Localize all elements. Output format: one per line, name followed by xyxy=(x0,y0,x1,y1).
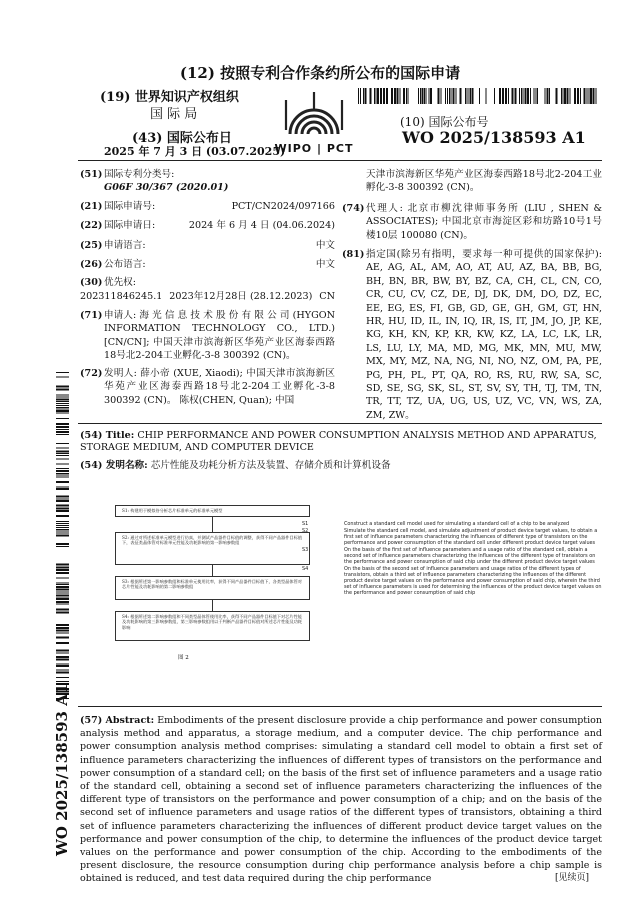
flow-arrow xyxy=(212,565,213,576)
barcode-bar xyxy=(584,88,586,104)
divider xyxy=(78,423,602,424)
barcode-bar xyxy=(549,88,550,104)
barcode-bar xyxy=(56,664,69,665)
barcode-bar xyxy=(56,401,69,402)
title-chinese xyxy=(80,460,602,472)
step-key: S1 xyxy=(302,521,309,527)
barcode-bar xyxy=(467,88,468,104)
barcode-bar xyxy=(56,403,69,404)
application-number: PCT/CN2024/097166 xyxy=(231,201,335,212)
barcode-bar xyxy=(56,431,69,433)
section-label: 国际申请日: xyxy=(104,220,156,231)
barcode-bar xyxy=(472,88,474,104)
section-number: (81) xyxy=(342,249,365,260)
barcode-bar xyxy=(438,88,440,104)
barcode-bar xyxy=(534,88,535,104)
barcode-bar xyxy=(56,592,69,593)
section-71 xyxy=(80,309,335,365)
wipo-emblem-icon xyxy=(272,90,356,138)
bibliographic-right-column xyxy=(342,168,602,430)
barcode-bar xyxy=(56,630,69,632)
barcode-bar xyxy=(56,451,69,453)
barcode-bar xyxy=(470,88,471,104)
barcode-bar xyxy=(56,665,69,667)
barcode-top xyxy=(358,88,598,104)
barcode-bar xyxy=(445,88,446,104)
step-text: On the basis of the first set of influence parameters and a usage ratio of the standard cell, obtain a second set of influence parameters characterizing the influences of the different type of transistors on the performance and power consumption of said chip under the different product device target values xyxy=(344,547,596,565)
barcode-bar xyxy=(56,624,69,626)
barcode-bar xyxy=(56,397,69,398)
barcode-bar xyxy=(386,88,388,104)
barcode-bar xyxy=(56,500,69,502)
barcode-bar xyxy=(521,88,522,104)
barcode-bar xyxy=(56,531,69,532)
section-51 xyxy=(80,168,335,194)
barcode-bar xyxy=(56,583,69,584)
section-number: (26) xyxy=(80,259,103,270)
barcode-bar xyxy=(587,88,588,104)
barcode-bar xyxy=(519,88,520,104)
flow-arrow xyxy=(212,600,213,611)
barcode-bar xyxy=(56,612,69,614)
wipo-logo xyxy=(272,90,356,155)
barcode-bar xyxy=(577,88,579,104)
barcode-bar xyxy=(56,488,69,490)
barcode-bar xyxy=(56,535,69,537)
section-30 xyxy=(80,276,335,304)
section-label: 公布语言: xyxy=(104,259,146,270)
barcode-bar xyxy=(56,527,69,528)
barcode-bar xyxy=(499,88,501,104)
barcode-bar xyxy=(564,88,566,104)
divider xyxy=(78,160,602,161)
barcode-bar xyxy=(56,521,69,522)
publication-number: WO 2025/138593 A1 xyxy=(402,128,586,147)
divider xyxy=(78,706,602,707)
barcode-bar xyxy=(56,681,69,682)
barcode-bar xyxy=(469,88,470,104)
barcode-bar xyxy=(56,505,69,507)
barcode-bar xyxy=(56,423,69,425)
step-text: On the basis of the second set of influence parameters and usage ratios of the different types of transistors, obtain a third set of influence parameters characterizing the influences of the different product device target values on the performance and power consumption of said chip, wherein the third set of influence parameters is used for determining the influences of the product device target values on the performance and power consumption of said chip xyxy=(344,566,602,596)
barcode-bar xyxy=(377,88,379,104)
abstract-label: (57) Abstract: xyxy=(80,715,155,726)
barcode-bar xyxy=(397,88,399,104)
barcode-bar xyxy=(56,650,69,652)
section-25 xyxy=(80,239,335,253)
barcode-bar xyxy=(460,88,462,104)
publication-date: 2025 年 7 月 3 日 (03.07.2025) xyxy=(104,145,286,158)
barcode-bar xyxy=(56,627,69,629)
barcode-bar xyxy=(56,464,69,465)
barcode-bar xyxy=(589,88,590,104)
section-72 xyxy=(80,367,335,423)
section-number: (74) xyxy=(342,203,365,214)
barcode-bar xyxy=(465,88,466,104)
section-26 xyxy=(80,258,335,272)
barcode-bar xyxy=(561,88,562,104)
barcode-bar xyxy=(56,508,69,510)
barcode-bar xyxy=(512,88,514,104)
barcode-bar xyxy=(56,473,69,474)
barcode-bar xyxy=(545,88,546,104)
barcode-bar xyxy=(547,88,549,104)
priority-date: 2023年12月28日 (28.12.2023) xyxy=(169,291,313,302)
barcode-bar xyxy=(56,429,69,430)
barcode-bar xyxy=(56,569,69,571)
figure-translation xyxy=(302,521,602,596)
barcode-bar xyxy=(383,88,385,104)
barcode-bar xyxy=(56,496,69,498)
barcode-bar xyxy=(523,88,524,104)
document-title: (12) 按照专利合作条约所公布的国际申请 xyxy=(179,64,461,82)
barcode-bar xyxy=(56,609,69,611)
flow-step-box: S2: 通过对所述标准单元模型进行仿真，并测试产品器件目标值的调整，获得不同产品器件目标值下，表征类晶体管对标准单元性能及功耗影响的第一影响参数组 xyxy=(115,532,310,565)
barcode-bar xyxy=(56,426,69,428)
barcode-bar xyxy=(537,88,538,104)
barcode-bar xyxy=(56,407,69,408)
barcode-bar xyxy=(358,88,359,104)
title-english xyxy=(80,430,602,455)
barcode-bar xyxy=(56,475,69,476)
barcode-bar xyxy=(56,434,69,435)
barcode-bar xyxy=(56,564,69,566)
barcode-bar xyxy=(56,567,69,569)
continued-note: [见续页] xyxy=(555,873,590,883)
step-text: Simulate the standard cell model, and simulate adjustment of product device target values, to obtain a first set of influence parameters characterizing the influences of different type of transistors on the performance and power consumption of the standard cell under different product device target values xyxy=(344,528,598,546)
priority-application: 202311846245.1 xyxy=(80,291,163,302)
step-key: S4 xyxy=(302,566,309,572)
barcode-bar xyxy=(479,88,480,104)
barcode-bar xyxy=(56,597,69,598)
section-number: (25) xyxy=(80,240,103,251)
barcode-bar xyxy=(505,88,507,104)
side-publication-number-text: WO 2025/138593 A1 xyxy=(53,683,71,856)
title-label: (54) 发明名称: xyxy=(80,460,148,471)
barcode-bar xyxy=(453,88,455,104)
barcode-bar xyxy=(56,578,69,579)
barcode-bar xyxy=(418,88,419,104)
barcode-bar xyxy=(56,637,69,639)
publication-date-label: (43) 国际公布日 xyxy=(132,131,232,146)
section-number: (22) xyxy=(80,220,103,231)
barcode-bar xyxy=(391,88,393,104)
barcode-bar xyxy=(56,533,69,534)
filing-date: 2024 年 6 月 4 日 (04.06.2024) xyxy=(188,220,335,231)
inventor-continued-text: 天津市滨海新区华苑产业区海泰西路18号北2-204工业孵化-3-8 300392 (CN)。 xyxy=(366,169,602,194)
barcode-bar xyxy=(56,672,69,674)
barcode-bar xyxy=(590,88,592,104)
barcode-bar xyxy=(376,88,377,104)
barcode-bar xyxy=(56,510,69,512)
barcode-bar xyxy=(406,88,407,104)
barcode-bar xyxy=(56,477,69,478)
ipc-code: G06F 30/367 (2020.01) xyxy=(104,182,229,194)
title-text: CHIP PERFORMANCE AND POWER CONSUMPTION ANALYSIS METHOD AND APPARATUS, STORAGE MEDIUM, AND COMPUTER DEVICE xyxy=(80,430,597,454)
barcode-bar xyxy=(508,88,509,104)
title-text: 芯片性能及功耗分析方法及装置、存储介质和计算机设备 xyxy=(150,460,391,471)
barcode-bar xyxy=(556,88,558,104)
section-number: (30) xyxy=(80,277,103,288)
barcode-bar xyxy=(56,372,69,373)
section-number: (21) xyxy=(80,201,103,212)
step-key: S3 xyxy=(302,547,309,553)
barcode-bar xyxy=(456,88,457,104)
inventor-text: 发明人: 薛小帝 (XUE, Xiaodi); 中国天津市滨海新区华苑产业区海泰西路18号北2-204工业孵化-3-8 300392 (CN)。 陈权(CHEN, Quan); 中国 xyxy=(104,368,335,406)
filing-language: 中文 xyxy=(315,240,335,251)
barcode-bar xyxy=(394,88,396,104)
barcode-bar xyxy=(56,410,69,412)
barcode-bar xyxy=(56,515,69,517)
barcode-bar xyxy=(420,88,421,104)
barcode-bar xyxy=(56,595,69,596)
barcode-bar xyxy=(430,88,432,104)
barcode-bar xyxy=(56,543,69,545)
priority-country: CN xyxy=(319,291,335,302)
barcode-bar xyxy=(56,455,69,456)
barcode-bar xyxy=(56,670,69,671)
wipo-logo-text: WIPO | PCT xyxy=(274,142,354,155)
section-number: (71) xyxy=(80,310,103,321)
barcode-bar xyxy=(56,499,69,500)
barcode-bar xyxy=(56,470,69,472)
barcode-bar xyxy=(56,642,69,644)
applicant-text: 申请人: 海 光 信 息 技 术 股 份 有 限 公 司 (HYGON INFORMATION TECHNOLOGY CO., LTD.) [CN/CN]; 中国天津市滨海新区华苑产业区海泰西路18号北2-204工业孵化-3-8 300392 (CN)。 xyxy=(104,310,335,362)
barcode-bar xyxy=(429,88,430,104)
barcode-bar xyxy=(530,88,531,104)
barcode-bar xyxy=(56,529,69,530)
flow-step-box: S3: 根据所述第一影响参数组和标准单元使用比率，获得不同产品器件目标值下，各类型晶体管对芯片性能及功耗影响的第二影响参数组 xyxy=(115,576,310,600)
section-number: (72) xyxy=(80,368,103,379)
barcode-bar xyxy=(56,604,69,605)
flow-step-box: S4: 根据所述第二影响参数组和不同类型晶体管使用比率，获得不同产品器件目标值下对芯片性能及功耗影响的第三影响参数组，第三影响参数组用以于判断产品器件目标值对所述芯片性能及功耗影响 xyxy=(115,611,310,641)
section-label: 申请语言: xyxy=(104,240,146,251)
barcode-bar xyxy=(365,88,367,104)
barcode-bar xyxy=(56,601,69,603)
barcode-bar xyxy=(360,88,361,104)
barcode-bar xyxy=(525,88,527,104)
barcode-bar xyxy=(567,88,569,104)
barcode-bar xyxy=(56,598,69,600)
barcode-bar xyxy=(56,584,69,585)
figure-translation-row xyxy=(302,521,602,527)
side-publication-number xyxy=(52,683,72,860)
barcode-bar xyxy=(56,443,69,444)
barcode-bar xyxy=(400,88,401,104)
bibliographic-left-column xyxy=(80,168,335,430)
section-label: 优先权: xyxy=(104,277,137,288)
barcode-bar xyxy=(56,589,69,591)
abstract xyxy=(80,714,602,886)
barcode-bar xyxy=(56,586,69,588)
barcode-bar xyxy=(449,88,450,104)
flow-arrow xyxy=(212,517,213,532)
barcode-bar xyxy=(424,88,425,104)
barcode-bar xyxy=(380,88,382,104)
flow-step-box: S1: 构建用于模拟待分析芯片标准单元的标准单元模型 xyxy=(115,505,310,517)
barcode-bar xyxy=(56,468,69,469)
barcode-bar xyxy=(56,389,69,391)
section-74 xyxy=(342,202,602,244)
barcode-bar xyxy=(56,656,69,658)
barcode-bar xyxy=(56,399,69,401)
figure-translation-row xyxy=(302,547,602,565)
barcode-bar xyxy=(56,677,69,678)
inventor-continued xyxy=(342,168,602,196)
barcode-bar xyxy=(426,88,427,104)
barcode-bar xyxy=(56,453,69,454)
barcode-bar xyxy=(56,594,69,595)
step-key: S2 xyxy=(302,528,309,534)
barcode-side xyxy=(56,372,69,702)
barcode-bar xyxy=(56,448,69,449)
barcode-bar xyxy=(515,88,517,104)
barcode-bar xyxy=(56,633,69,634)
publication-language: 中文 xyxy=(315,259,335,270)
barcode-bar xyxy=(56,413,69,414)
barcode-bar xyxy=(580,88,581,104)
section-number: (51) xyxy=(80,169,103,180)
barcode-bar xyxy=(570,88,571,104)
figure-caption: 图 2 xyxy=(178,655,189,661)
section-label: 国际专利分类号: xyxy=(104,169,175,180)
barcode-bar xyxy=(536,88,537,104)
designated-states-text: 指定国(除另有指明，要求每一种可提供的国家保护): AE, AG, AL, AM, AO, AT, AU, AZ, BA, BB, BG, BH, BN, BR, BW, BY, BZ, CA, CH, CL, CN, CO, CR, CU, CV, CZ, DE, DJ, DK, DM, DO, DZ, EC, EE, EG, ES, FI, GB, GD, GE, GH, GM, GT, HN, HR, HU, ID, IL, IN, IQ, IR, IS, IT, JM, JO, JP, KE, KG, KH, KN, KP, KR, KW, KZ, LA, LC, LK, LR, LS, LU, LY, MA, MD, MG, MK, MN, MU, MW, MX, MY, MZ, NA, NG, NI, NO, NZ, OM, PA, PE, PG, PH, PL, PT, QA, RO, RS, RU, RW, SA, SC, SD, SE, SG, SK, SL, ST, SV, SY, TH, TJ, TM, TN, TR, TT, TZ, UA, UG, US, UZ, VC, VN, WS, ZA, ZM, ZW。 xyxy=(366,249,602,421)
abstract-text: Embodiments of the present disclosure provide a chip performance and power consumption analysis method and apparatus, a storage medium, and a computer device. The chip performance and power consumption analysis method comprises: simulating a standard cell model to obtain a first set of influence parameters characterizing the influences of different types of transistors on the performance and power consumption of a standard cell; on the basis of the first set of influence parameters and a usage ratio of the standard cell, obtaining a second set of influence parameters characterizing the influences of the different type of transistors on the performance and power consumption of a chip; and on the basis of the second set of influence parameters and usage ratios of the different types of transistors, obtaining a third set of influence parameters characterizing the influences of different product device target values on the performance and power consumption of the chip, to determine the influences of the product device target values on the performance and power consumption of the chip. According to the embodiments of the present disclosure, the resource consumption during chip performance analysis before a chip sample is obtained is reduced, and test data required during the chip performance xyxy=(80,715,602,885)
barcode-bar xyxy=(56,395,69,396)
barcode-bar xyxy=(363,88,364,104)
publication-number-label: (10) 国际公布号 xyxy=(400,115,489,129)
barcode-bar xyxy=(563,88,564,104)
barcode-bar xyxy=(593,88,595,104)
organization-bureau: 国 际 局 xyxy=(150,107,198,122)
figure-translation-row xyxy=(302,566,602,596)
barcode-bar xyxy=(370,88,372,104)
title-label: (54) Title: xyxy=(80,430,135,441)
barcode-bar xyxy=(56,523,69,524)
barcode-bar xyxy=(56,481,69,483)
barcode-bar xyxy=(56,377,69,378)
barcode-bar xyxy=(447,88,448,104)
barcode-bar xyxy=(56,459,69,460)
barcode-bar xyxy=(56,653,69,654)
barcode-bar xyxy=(56,546,69,547)
barcode-bar xyxy=(56,659,69,661)
barcode-bar xyxy=(527,88,529,104)
organization-name: (19) 世界知识产权组织 xyxy=(100,90,239,105)
barcode-bar xyxy=(451,88,452,104)
barcode-bar xyxy=(422,88,424,104)
barcode-bar xyxy=(403,88,405,104)
barcode-bar xyxy=(56,572,69,574)
barcode-bar xyxy=(596,88,597,104)
section-21 xyxy=(80,200,335,214)
barcode-bar xyxy=(408,88,409,104)
figure-translation-row xyxy=(302,528,602,546)
barcode-bar xyxy=(374,88,375,104)
barcode-bar xyxy=(441,88,442,104)
section-22 xyxy=(80,219,335,233)
barcode-bar xyxy=(56,487,69,488)
step-text: Construct a standard cell model used for simulating a standard cell of a chip to be analyzed xyxy=(344,521,570,527)
barcode-bar xyxy=(486,88,487,104)
barcode-bar xyxy=(56,525,69,526)
barcode-bar xyxy=(56,409,69,410)
barcode-bar xyxy=(56,386,69,388)
barcode-bar xyxy=(494,88,495,104)
section-label: 国际申请号: xyxy=(104,201,156,212)
barcode-bar xyxy=(574,88,576,104)
barcode-bar xyxy=(502,88,504,104)
barcode-bar xyxy=(56,418,69,419)
barcode-bar xyxy=(56,405,69,406)
section-81 xyxy=(342,248,602,430)
agent-text: 代理人: 北京市柳沈律师事务所 (LIU , SHEN & ASSOCIATES); 中国北京市海淀区彩和坊路10号1号楼10层 100080 (CN)。 xyxy=(366,203,602,241)
flowchart-figure xyxy=(115,505,310,645)
